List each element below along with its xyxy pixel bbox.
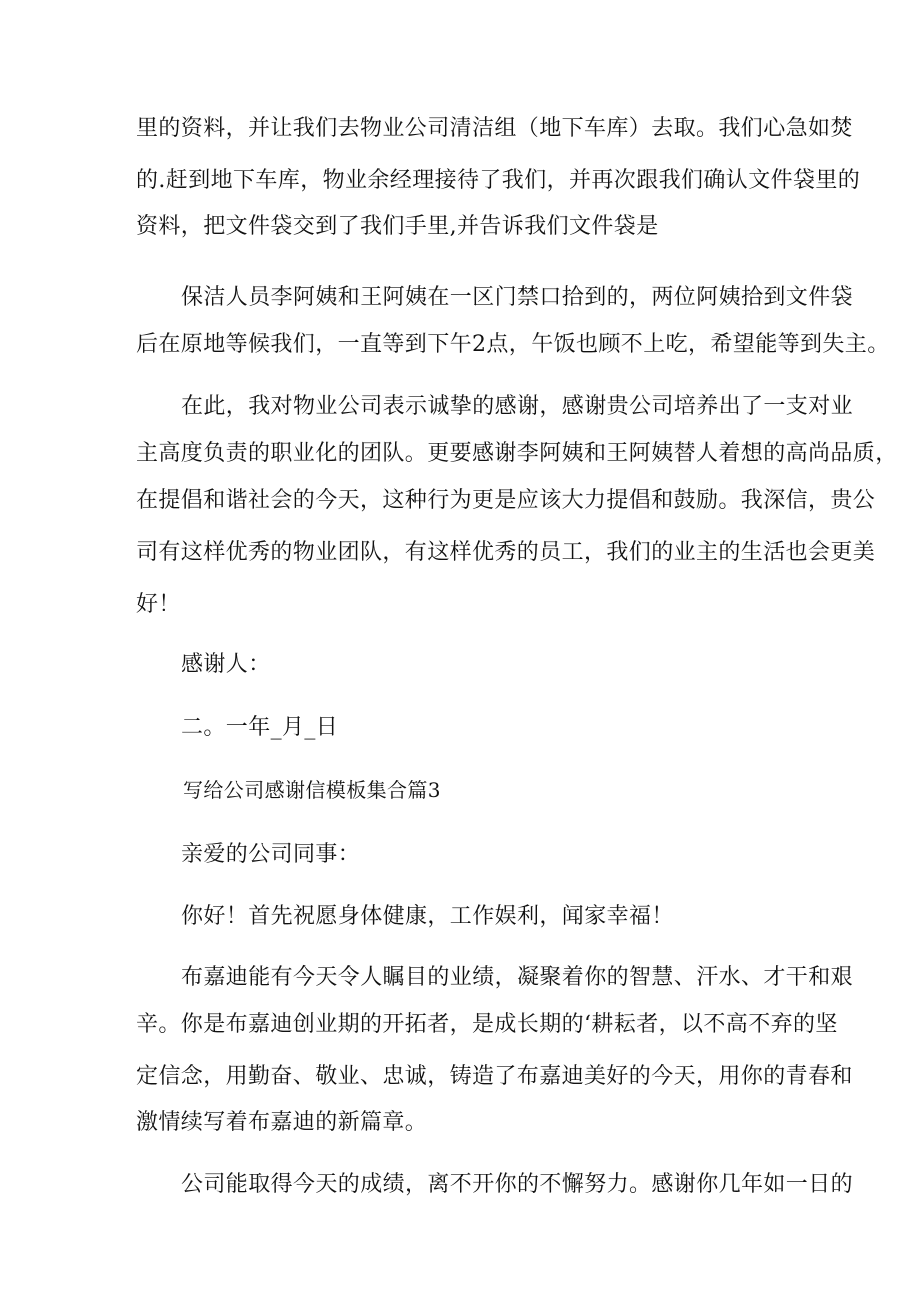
date-line: 二。一年_月_日 <box>181 715 339 740</box>
paragraph-line: 定信念，用勤奋、敬业、忠诚，铸造了布嘉迪美好的今天，用你的青春和 <box>136 1064 853 1089</box>
paragraph-line: 资料，把文件袋交到了我们手里,并告诉我们文件袋是 <box>136 214 659 239</box>
paragraph-line: 公司能取得今天的成绩，离不开你的不懈努力。感谢你几年如一日的 <box>181 1172 854 1197</box>
greeting: 你好！首先祝愿身体健康，工作娱利，闻家幸福！ <box>181 904 674 929</box>
paragraph-line: 里的资料，并让我们去物业公司清洁组（地下车库）去取。我们心急如焚 <box>136 116 853 141</box>
paragraph-line: 主高度负责的职业化的团队。更要感谢李阿姨和王阿姨替人着想的高尚品质， <box>136 441 898 466</box>
salutation: 亲爱的公司同事： <box>181 842 361 867</box>
paragraph-line: 司有这样优秀的物业团队，有这样优秀的员工，我们的业主的生活也会更美 <box>136 540 876 565</box>
paragraph-line: 好！ <box>136 592 181 617</box>
paragraph-line: 后在原地等候我们，一直等到下午2点，午饭也顾不上吃，希望能等到失主。 <box>136 332 890 357</box>
paragraph-line: 在提倡和谐社会的今天，这种行为更是应该大力提倡和鼓励。我深信，贵公 <box>136 488 876 513</box>
paragraph-line: 激情续写着布嘉迪的新篇章。 <box>136 1110 428 1135</box>
paragraph-line: 保洁人员李阿姨和王阿姨在一区门禁口拾到的，两位阿姨拾到文件袋 <box>181 285 854 310</box>
paragraph-line: 的.赶到地下车库，物业余经理接待了我们，并再次跟我们确认文件袋里的 <box>136 168 861 193</box>
section-heading: 写给公司感谢信模板集合篇3 <box>183 778 441 802</box>
paragraph-line: 辛。你是布嘉迪创业期的开拓者，是成长期的‘耕耘者，以不高不弃的坚 <box>136 1012 838 1037</box>
paragraph-line: 在此，我对物业公司表示诚挚的感谢，感谢贵公司培养出了一支对业 <box>181 394 854 419</box>
signature-label: 感谢人： <box>181 652 271 677</box>
paragraph-line: 布嘉迪能有今天令人瞩目的业绩，凝聚着你的智慧、汗水、才干和艰 <box>181 965 854 990</box>
